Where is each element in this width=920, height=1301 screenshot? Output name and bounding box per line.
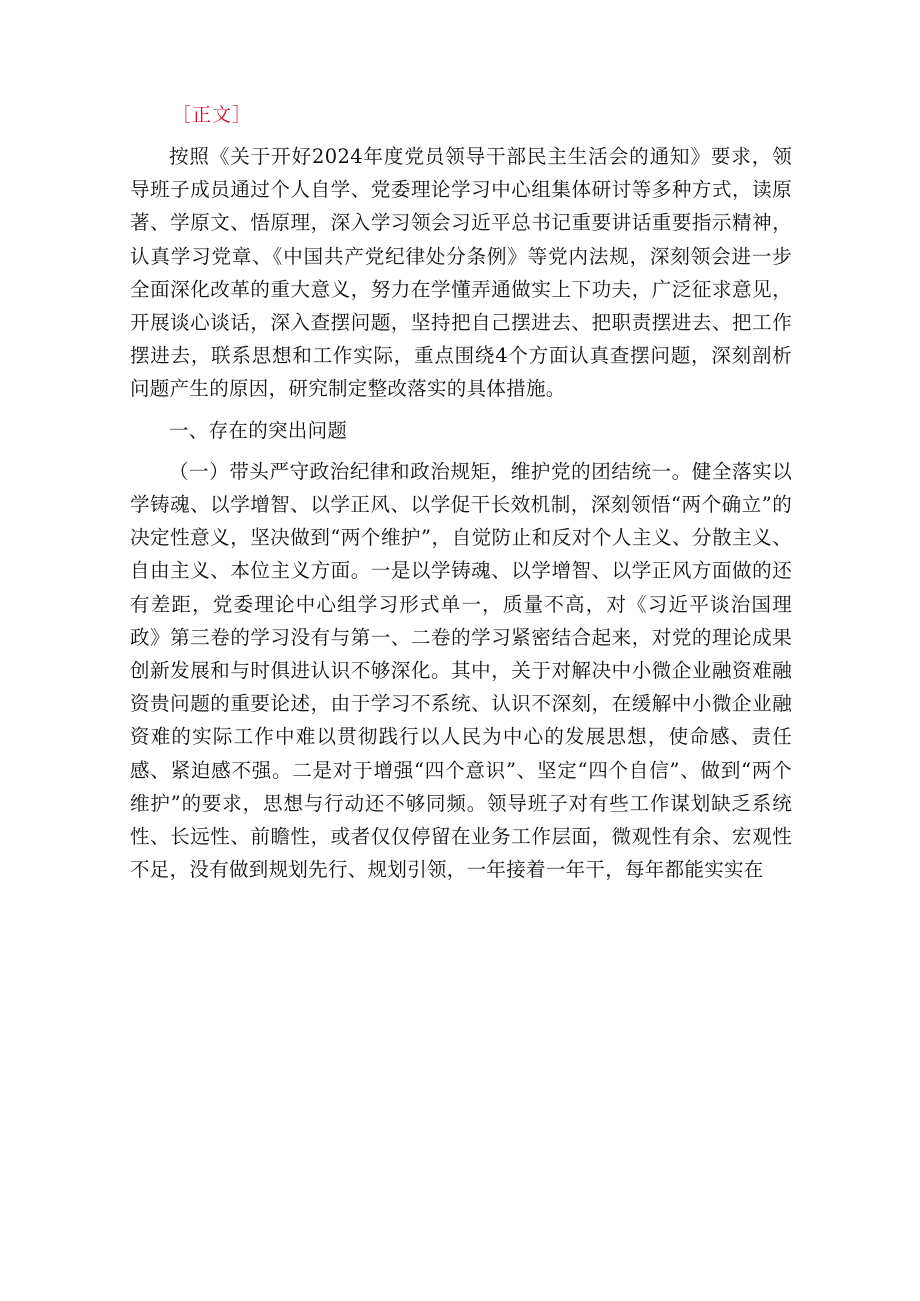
section-heading: 一、存在的突出问题 [169,418,348,442]
section-paragraph: （一）带头严守政治纪律和政治规矩，维护党的团结统一。健全落实以学铸魂、以学增智、以学正风、以学促干长效机制，深刻领悟“两个确立”的决定性意义，坚决做到“两个维护”，自觉防止和反对个人主义、分散主义、自由主义、本位主义方面。一是以学铸魂、以学增智、以学正风方面做的还有差距，党委理论中心组学习形式单一，质量不高，对《习近平谈治国理政》第三卷的学习没有与第一、二卷的学习紧密结合起来，对党的理论成果创新发展和与时俱进认识不够深化。其中，关于对解决中小微企业融资难融资贵问题的重要论述，由于学习不系统、认识不深刻，在缓解中小微企业融资难的实际工作中难以贯彻践行以人民为中心的发展思想，使命感、责任感、紧迫感不强。二是对于增强“四个意识”、坚定“四个自信”、做到“两个维护”的要求，思想与行动还不够同频。领导班子对有些工作谋划缺乏系统性、长远性、前瞻性，或者仅仅停留在业务工作层面，微观性有余、宏观性不足，没有做到规划先行、规划引领，一年接着一年干，每年都能实实在 [130,459,792,882]
body-tag: ［正文］ [172,104,253,126]
intro-paragraph: 按照《关于开好2024年度党员领导干部民主生活会的通知》要求，领导班子成员通过个人自学、党委理论学习中心组集体研讨等多种方式，读原著、学原文、悟原理，深入学习领会习近平总书记重要讲话重要指示精神，认真学习党章、《中国共产党纪律处分条例》等党内法规，深刻领会进一步全面深化改革的重大意义，努力在学懂弄通做实上下功夫，广泛征求意见，开展谈心谈话，深入查摆问题，坚持把自己摆进去、把职责摆进去、把工作摆进去，联系思想和工作实际，重点围绕4个方面认真查摆问题，深刻剖析问题产生的原因，研究制定整改落实的具体措施。 [130,145,792,401]
document-body [130,98,792,894]
